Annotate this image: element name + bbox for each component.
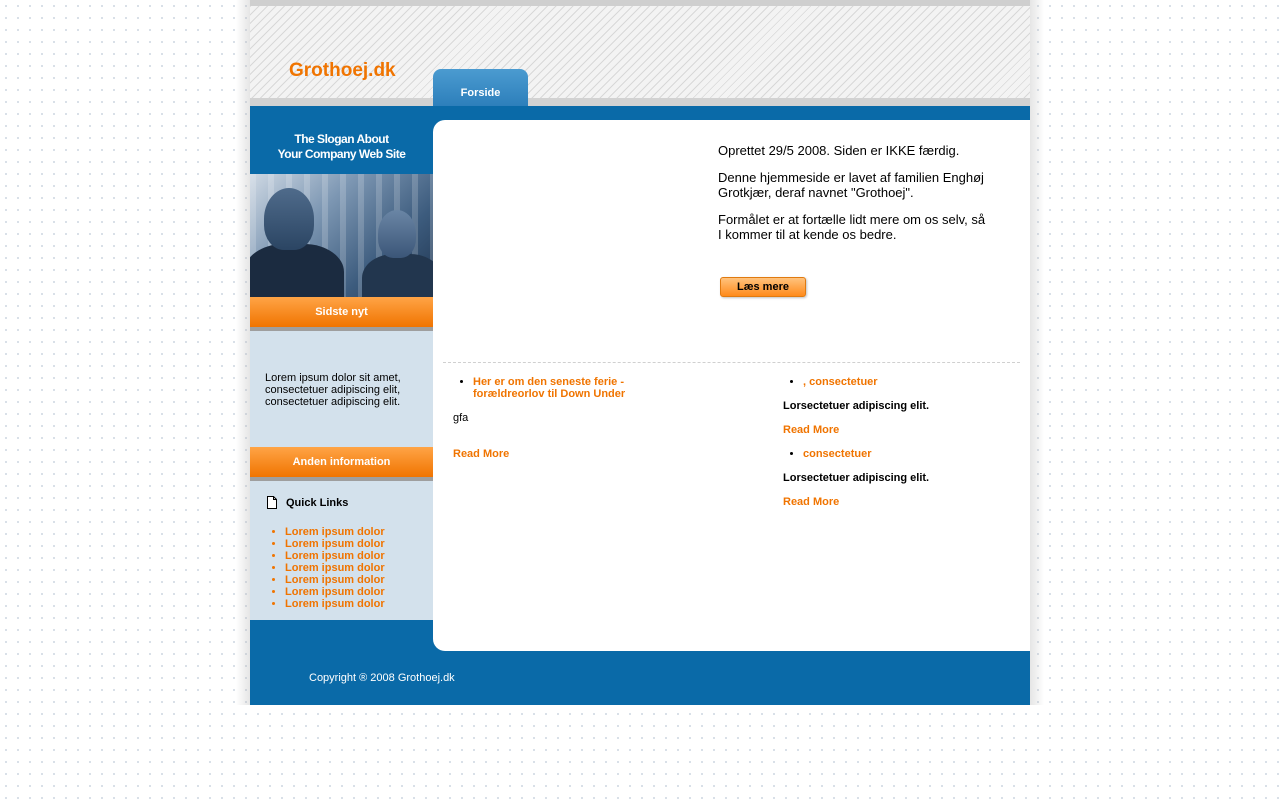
list-item <box>473 376 673 400</box>
intro-text <box>718 143 988 254</box>
news-text: gfa <box>453 412 469 424</box>
read-more-button[interactable]: Læs mere <box>720 277 806 297</box>
quick-links-list <box>285 526 385 610</box>
intro-paragraph: Oprettet 29/5 2008. Siden er IKKE færdig. <box>718 143 960 158</box>
person-head <box>264 188 314 250</box>
news-text: Lorsectetuer adipiscing elit. <box>783 400 930 412</box>
page-shadow-right <box>1030 0 1044 705</box>
quick-link-item <box>285 526 385 538</box>
list-item <box>803 376 1003 388</box>
business-people-photo <box>250 174 433 297</box>
quick-link-item <box>285 538 385 550</box>
quick-link[interactable]: Lorem ipsum dolor <box>285 598 385 610</box>
tab-forside[interactable]: Forside <box>433 69 528 106</box>
quick-links-heading <box>266 496 348 509</box>
main-content <box>433 120 1030 651</box>
quick-link-item <box>285 562 385 574</box>
news-list <box>783 448 1003 460</box>
news-list <box>783 376 1003 388</box>
quick-link-item <box>285 598 385 610</box>
quick-link[interactable]: Lorem ipsum dolor <box>285 550 385 562</box>
sidebar <box>250 120 433 620</box>
news-link[interactable]: , consectetuer <box>803 376 878 388</box>
page-container <box>250 0 1030 705</box>
slogan-line-1: The Slogan About <box>294 132 389 146</box>
news-heading: Sidste nyt <box>250 297 433 331</box>
quick-link[interactable]: Lorem ipsum dolor <box>285 586 385 598</box>
nav-bar <box>250 106 1030 120</box>
news-text: Lorem ipsum dolor sit amet, consectetuer adipiscing elit, consectetuer adipiscing elit. <box>265 372 401 408</box>
quick-link[interactable]: Lorem ipsum dolor <box>285 538 385 550</box>
quick-link-item <box>285 550 385 562</box>
news-list <box>453 376 673 400</box>
info-heading: Anden information <box>250 447 433 481</box>
person-silhouette <box>362 254 433 297</box>
quick-link[interactable]: Lorem ipsum dolor <box>285 574 385 586</box>
news-link[interactable]: Her er om den seneste ferie - forældreorlov til Down Under <box>473 376 626 400</box>
news-column-left <box>453 376 673 460</box>
slogan-line-2: Your Company Web Site <box>277 147 406 161</box>
header <box>250 0 1030 106</box>
header-divider <box>250 98 1030 106</box>
list-item <box>803 448 1003 460</box>
content-divider <box>443 362 1020 363</box>
document-icon <box>266 496 278 509</box>
quick-link[interactable]: Lorem ipsum dolor <box>285 562 385 574</box>
quick-link-item <box>285 574 385 586</box>
quick-links-title: Quick Links <box>286 496 349 509</box>
quick-link[interactable]: Lorem ipsum dolor <box>285 526 385 538</box>
person-head <box>378 210 416 258</box>
news-text: Lorsectetuer adipiscing elit. <box>783 472 930 484</box>
copyright: Copyright ® 2008 Grothoej.dk <box>309 672 455 684</box>
page-shadow-left <box>236 0 250 705</box>
quick-link-item <box>285 586 385 598</box>
read-more-link[interactable]: Read More <box>453 448 510 460</box>
site-logo[interactable]: Grothoej.dk <box>289 60 396 81</box>
slogan <box>250 120 433 174</box>
read-more-link[interactable]: Read More <box>783 424 840 436</box>
intro-paragraph: Denne hjemmeside er lavet af familien Enghøj Grotkjær, deraf navnet "Grothoej". <box>718 170 984 200</box>
person-silhouette <box>250 244 344 297</box>
news-column-right <box>783 376 1003 508</box>
news-link[interactable]: consectetuer <box>803 448 872 460</box>
read-more-link[interactable]: Read More <box>783 496 840 508</box>
intro-paragraph: Formålet er at fortælle lidt mere om os selv, så I kommer til at kende os bedre. <box>718 212 986 242</box>
